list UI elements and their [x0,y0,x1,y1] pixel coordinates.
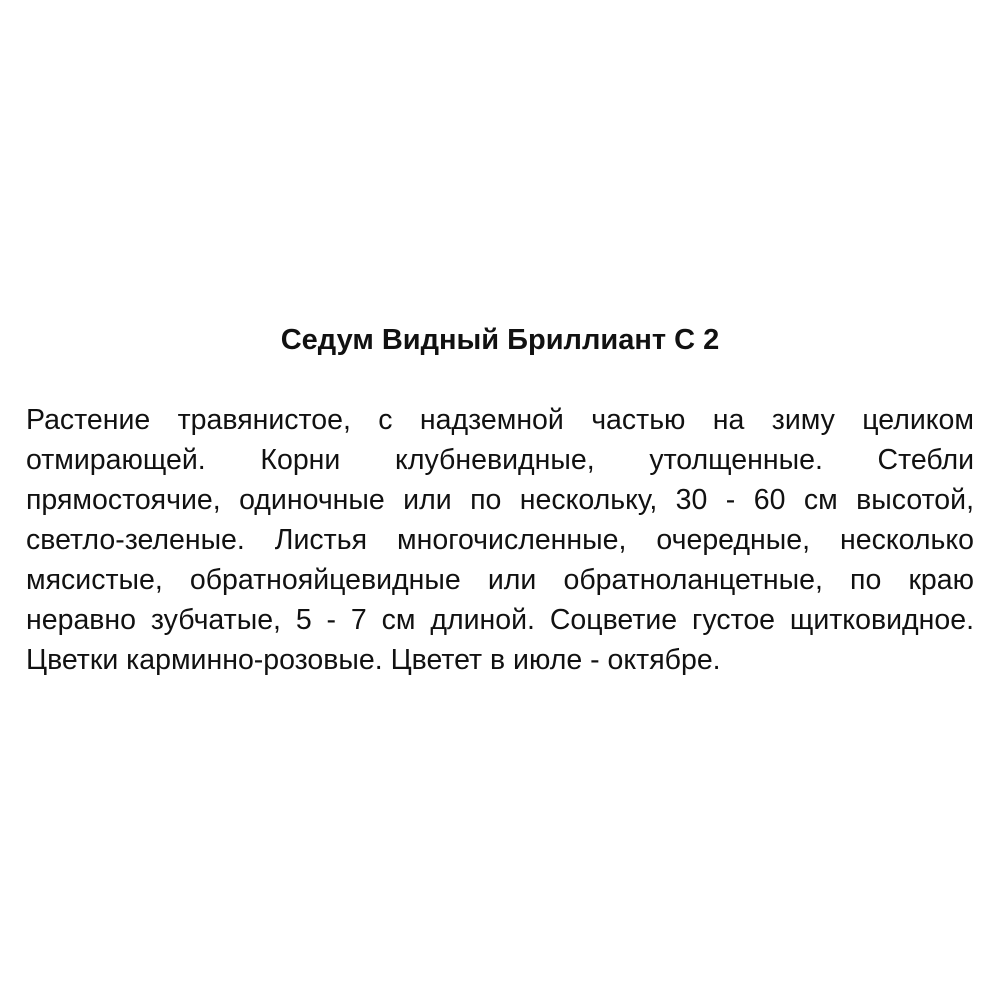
page-title: Седум Видный Бриллиант С 2 [280,324,720,356]
plant-description: Растение травянистое, с надземной частью на зиму целиком отмирающей. Корни клубневидные, утолщенные. Стебли прямостоячие, одиночные или по нескольку, 30 - 60 см высотой, светло-зеленые. Листья многочисленные, очередные, несколько мясистые, обратнояйцевидные или обратноланцетные, по краю неравно зубчатые, 5 - 7 см длиной. Соцветие густое щитковидное. Цветки карминно-розовые. Цветет в июле - октябре. [26,404,974,676]
